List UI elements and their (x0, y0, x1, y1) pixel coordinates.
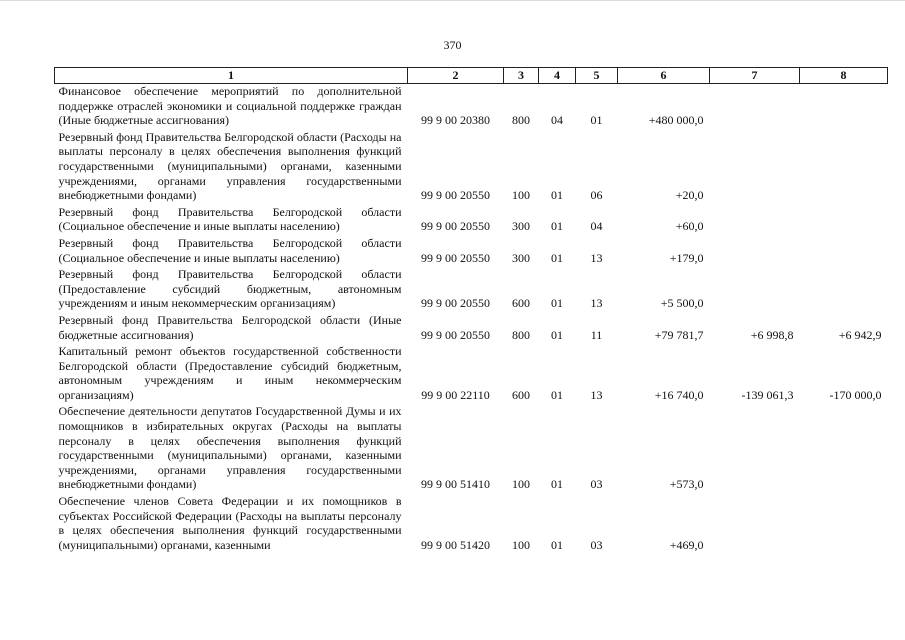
row-amount-col6: +60,0 (675, 219, 704, 234)
column-header-2: 2 (408, 68, 504, 84)
budget-table (54, 67, 888, 554)
row-amount-col6: +5 500,0 (660, 296, 704, 311)
row-subsection: 06 (590, 188, 603, 203)
row-amount-col8 (800, 236, 888, 267)
table-row (55, 494, 888, 554)
column-header-4: 4 (539, 68, 576, 84)
row-amount-col8 (800, 404, 888, 494)
row-amount-col7 (710, 84, 800, 130)
row-expense-type: 600 (512, 296, 530, 311)
row-description: Резервный фонд Правительства Белгородской области (Расходы на выплаты персоналу в целях обеспечения выполнения функций государственными (муниципальными) органами, казенными учреждениями, органами управления государственными внебюджетными фондами) (58, 129, 402, 203)
row-target-code: 99 9 00 22110 (421, 387, 490, 402)
row-amount-col7 (710, 205, 800, 236)
row-section: 01 (551, 327, 563, 342)
row-expense-type: 300 (512, 219, 530, 234)
row-amount-col7 (710, 236, 800, 267)
row-amount-col6: +469,0 (669, 537, 704, 552)
row-subsection: 01 (590, 113, 603, 128)
row-section: 01 (551, 188, 563, 203)
row-section: 01 (551, 219, 563, 234)
row-subsection: 13 (590, 296, 603, 311)
row-expense-type: 800 (512, 327, 530, 342)
row-description: Резервный фонд Правительства Белгородской области (Иные бюджетные ассигнования) (58, 312, 402, 342)
row-subsection: 11 (590, 327, 603, 342)
row-amount-col8 (800, 84, 888, 130)
row-description: Финансовое обеспечение мероприятий по дополнительной поддержке отраслей экономики и социальной поддержке граждан (Иные бюджетные ассигнования) (58, 84, 402, 128)
row-subsection: 03 (590, 477, 603, 492)
row-section: 01 (551, 477, 563, 492)
row-target-code: 99 9 00 20550 (421, 250, 490, 265)
column-header-6: 6 (618, 68, 710, 84)
row-amount-col6: +16 740,0 (654, 387, 704, 402)
row-amount-col8 (800, 205, 888, 236)
table-row (55, 130, 888, 205)
row-section: 01 (551, 387, 563, 402)
column-header-8: 8 (800, 68, 888, 84)
row-amount-col7 (710, 404, 800, 494)
column-header-1: 1 (55, 68, 408, 84)
table-row (55, 205, 888, 236)
row-amount-col6: +573,0 (669, 477, 704, 492)
row-target-code: 99 9 00 20550 (421, 296, 490, 311)
row-description: Резервный фонд Правительства Белгородской области (Предоставление субсидий бюджетным, автономным учреждениям и иным некоммерческим организациям) (58, 267, 402, 311)
table-row (55, 236, 888, 267)
row-expense-type: 300 (512, 250, 530, 265)
row-section: 01 (551, 296, 563, 311)
row-target-code: 99 9 00 20550 (421, 219, 490, 234)
row-target-code: 99 9 00 20550 (421, 188, 490, 203)
row-amount-col6: +20,0 (675, 188, 704, 203)
row-section: 01 (551, 250, 563, 265)
row-expense-type: 600 (512, 387, 530, 402)
row-section: 01 (551, 537, 563, 552)
row-amount-col7: -139 061,3 (741, 387, 794, 402)
row-amount-col8 (800, 267, 888, 313)
row-amount-col7 (710, 267, 800, 313)
row-subsection: 13 (590, 250, 603, 265)
row-subsection: 13 (590, 387, 603, 402)
row-target-code: 99 9 00 51420 (421, 537, 490, 552)
row-amount-col7 (710, 130, 800, 205)
table-header-row (55, 68, 888, 84)
row-amount-col8 (800, 494, 888, 554)
table-row (55, 344, 888, 404)
table-row (55, 267, 888, 313)
sheet-top-edge (0, 0, 905, 1)
row-expense-type: 100 (512, 188, 530, 203)
row-subsection: 04 (590, 219, 603, 234)
row-amount-col7 (710, 494, 800, 554)
table-row (55, 84, 888, 130)
row-description: Резервный фонд Правительства Белгородской области (Социальное обеспечение и иные выплаты населению) (58, 204, 402, 234)
row-target-code: 99 9 00 51410 (421, 477, 490, 492)
page-number: 370 (443, 38, 462, 52)
row-amount-col6: +179,0 (669, 250, 704, 265)
row-description: Обеспечение деятельности депутатов Государственной Думы и их помощников в избирательных округах (Расходы на выплаты персоналу в целях обеспечения выполнения функций государственными (муниципальными) органами, казенными учреждениями, органами управления государственными внебюджетными фондами) (58, 404, 402, 492)
row-expense-type: 100 (512, 477, 530, 492)
row-amount-col8: -170 000,0 (829, 387, 882, 402)
row-expense-type: 800 (512, 113, 530, 128)
row-subsection: 03 (590, 537, 603, 552)
row-amount-col6: +79 781,7 (654, 327, 704, 342)
row-amount-col6: +480 000,0 (648, 113, 704, 128)
row-amount-col8: +6 942,9 (838, 327, 882, 342)
row-amount-col7: +6 998,8 (750, 327, 794, 342)
column-header-5: 5 (576, 68, 618, 84)
row-amount-col8 (800, 130, 888, 205)
column-header-7: 7 (710, 68, 800, 84)
column-header-3: 3 (504, 68, 539, 84)
row-description: Обеспечение членов Совета Федерации и их помощников в субъектах Российской Федерации (Расходы на выплаты персоналу в целях обеспечения выполнения функций государственными (муниципальными) органами, казенными (58, 494, 402, 552)
table-row (55, 313, 888, 344)
row-description: Резервный фонд Правительства Белгородской области (Социальное обеспечение и иные выплаты населению) (58, 235, 402, 265)
row-description: Капитальный ремонт объектов государственной собственности Белгородской области (Предоставление субсидий бюджетным, автономным учреждениям и иным некоммерческим организациям) (58, 344, 402, 402)
table-row (55, 404, 888, 494)
row-expense-type: 100 (512, 537, 530, 552)
row-target-code: 99 9 00 20550 (421, 327, 490, 342)
row-section: 04 (551, 113, 563, 128)
row-target-code: 99 9 00 20380 (421, 113, 490, 128)
